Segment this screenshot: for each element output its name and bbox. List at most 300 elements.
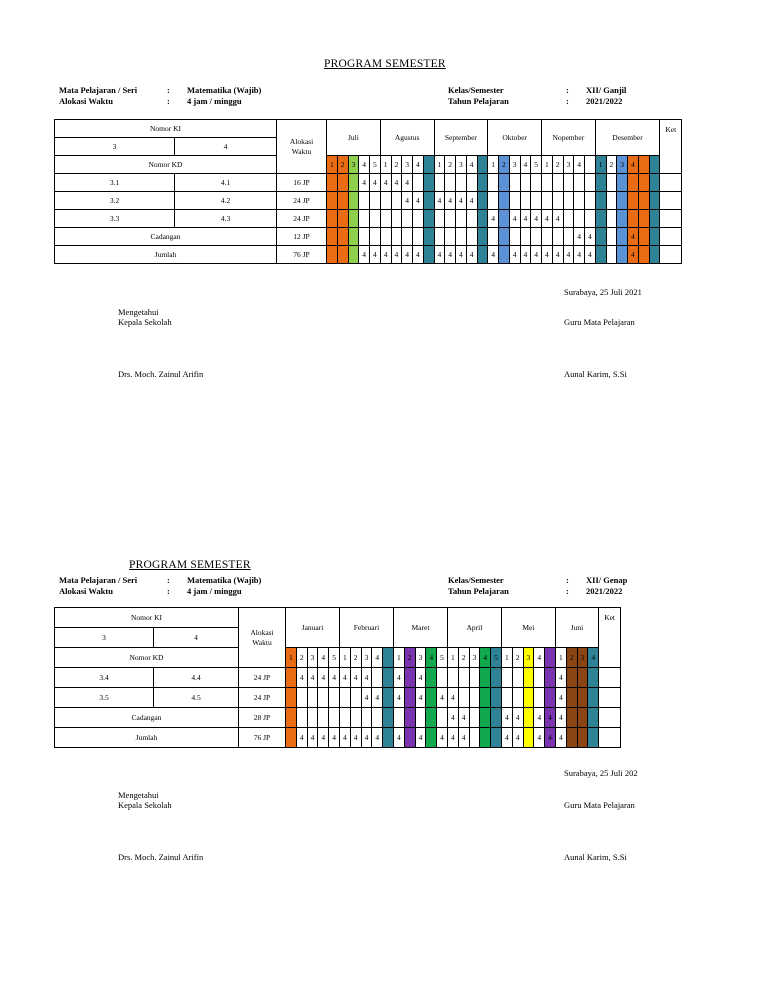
- kd-3: 3.2: [55, 192, 175, 210]
- row-label: Jumlah: [55, 728, 239, 748]
- week-number: 2: [350, 648, 361, 668]
- week-cell: [491, 708, 502, 728]
- week-cell: [545, 688, 556, 708]
- month-header: Agustus: [380, 120, 434, 156]
- week-cell: [595, 246, 606, 264]
- week-cell: [348, 228, 359, 246]
- week-cell: [413, 174, 424, 192]
- week-number: 3: [617, 156, 628, 174]
- week-number: 3: [523, 648, 534, 668]
- week-cell: [488, 192, 499, 210]
- week-number: 4: [534, 648, 545, 668]
- table-row: [55, 668, 621, 688]
- week-cell: 4: [520, 246, 531, 264]
- jp-value: 24 JP: [277, 192, 327, 210]
- week-cell: 4: [380, 246, 391, 264]
- week-cell: 4: [393, 728, 404, 748]
- week-cell: [585, 174, 596, 192]
- week-cell: 4: [296, 668, 307, 688]
- week-number: 2: [404, 648, 415, 668]
- week-cell: [380, 210, 391, 228]
- week-cell: 4: [361, 668, 372, 688]
- ki-4: 4: [175, 138, 277, 156]
- week-cell: [588, 708, 599, 728]
- week-cell: [566, 728, 577, 748]
- ket-cell: [599, 688, 621, 708]
- week-cell: [348, 246, 359, 264]
- ket-cell: [660, 228, 682, 246]
- week-cell: [577, 728, 588, 748]
- week-cell: [649, 246, 660, 264]
- week-cell: [542, 228, 553, 246]
- week-cell: [434, 228, 445, 246]
- week-cell: [447, 668, 458, 688]
- week-number: 1: [434, 156, 445, 174]
- week-cell: [523, 728, 534, 748]
- week-cell: 4: [318, 668, 329, 688]
- alokasi-header-line1: Alokasi: [289, 136, 314, 146]
- signature-left-name: Drs. Moch. Zainul Arifin: [118, 852, 204, 862]
- week-cell: 4: [466, 246, 477, 264]
- week-number: 1: [286, 648, 297, 668]
- jp-value: 24 JP: [239, 688, 286, 708]
- week-cell: [434, 174, 445, 192]
- week-number: 4: [426, 648, 437, 668]
- week-cell: [426, 688, 437, 708]
- week-cell: 4: [350, 668, 361, 688]
- week-cell: [286, 728, 297, 748]
- week-number: 2: [445, 156, 456, 174]
- week-cell: [286, 688, 297, 708]
- week-number: 4: [318, 648, 329, 668]
- week-cell: [423, 228, 434, 246]
- ket-cell: [660, 192, 682, 210]
- week-cell: [458, 668, 469, 688]
- week-cell: 4: [434, 192, 445, 210]
- kd-3: 3.3: [55, 210, 175, 228]
- kelas-value: XII/ Genap: [586, 575, 628, 585]
- week-cell: 4: [534, 728, 545, 748]
- week-number: 3: [456, 156, 467, 174]
- week-cell: [348, 174, 359, 192]
- week-cell: [566, 668, 577, 688]
- colon: :: [566, 586, 569, 596]
- week-cell: [531, 192, 542, 210]
- tahun-value: 2021/2022: [586, 96, 623, 106]
- week-cell: [499, 246, 510, 264]
- kelas-label: Kelas/Semester: [448, 85, 504, 95]
- week-cell: 4: [552, 246, 563, 264]
- week-cell: [595, 174, 606, 192]
- semester-genap-section: [0, 500, 768, 1002]
- week-number: 3: [361, 648, 372, 668]
- month-header: Januari: [286, 608, 340, 648]
- week-cell: 4: [413, 246, 424, 264]
- week-cell: [286, 708, 297, 728]
- week-cell: [380, 228, 391, 246]
- week-number: 3: [509, 156, 520, 174]
- week-cell: 4: [415, 728, 426, 748]
- week-number: 4: [413, 156, 424, 174]
- week-number: 3: [577, 648, 588, 668]
- kd-4: 4.2: [175, 192, 277, 210]
- week-cell: 4: [512, 728, 523, 748]
- table-row: [55, 174, 682, 192]
- row-label: Cadangan: [55, 708, 239, 728]
- week-cell: 4: [437, 728, 448, 748]
- ki-header: Nomor KI: [55, 608, 239, 628]
- week-cell: [327, 210, 338, 228]
- week-cell: [318, 708, 329, 728]
- week-number: 2: [391, 156, 402, 174]
- week-cell: [638, 192, 649, 210]
- week-cell: [466, 174, 477, 192]
- week-number: 2: [337, 156, 348, 174]
- week-cell: [617, 246, 628, 264]
- ket-header: Ket: [599, 608, 621, 668]
- colon: :: [566, 575, 569, 585]
- week-cell: 4: [585, 246, 596, 264]
- week-cell: [617, 192, 628, 210]
- week-cell: [501, 668, 512, 688]
- week-cell: [477, 246, 488, 264]
- week-cell: 4: [456, 192, 467, 210]
- week-number: 3: [348, 156, 359, 174]
- week-number: 1: [595, 156, 606, 174]
- week-cell: [628, 192, 639, 210]
- signature-left-title-1: Mengetahui: [118, 790, 159, 800]
- month-header: Nopember: [542, 120, 596, 156]
- week-cell: [520, 192, 531, 210]
- week-cell: 4: [501, 728, 512, 748]
- week-number: 4: [628, 156, 639, 174]
- week-cell: 4: [628, 246, 639, 264]
- signature-left-name: Drs. Moch. Zainul Arifin: [118, 369, 204, 379]
- signature-left-title-1: Mengetahui: [118, 307, 159, 317]
- week-cell: 4: [563, 246, 574, 264]
- week-cell: [413, 228, 424, 246]
- week-cell: 4: [445, 246, 456, 264]
- week-cell: [445, 174, 456, 192]
- tahun-value: 2021/2022: [586, 586, 623, 596]
- week-cell: 4: [509, 246, 520, 264]
- jp-value: 12 JP: [277, 228, 327, 246]
- week-cell: [542, 174, 553, 192]
- week-cell: [512, 668, 523, 688]
- week-cell: [339, 688, 350, 708]
- page-title: PROGRAM SEMESTER: [129, 559, 251, 571]
- mapel-value: Matematika (Wajib): [187, 575, 262, 585]
- week-cell: [456, 228, 467, 246]
- week-number: 1: [393, 648, 404, 668]
- week-cell: [488, 228, 499, 246]
- week-cell: [574, 174, 585, 192]
- colon: :: [566, 96, 569, 106]
- week-cell: [542, 192, 553, 210]
- week-cell: [327, 228, 338, 246]
- week-cell: [327, 174, 338, 192]
- week-cell: [318, 688, 329, 708]
- kelas-value: XII/ Ganjil: [586, 85, 627, 95]
- week-cell: [404, 708, 415, 728]
- week-number: 4: [372, 648, 383, 668]
- week-cell: 4: [402, 174, 413, 192]
- colon: :: [167, 586, 170, 596]
- week-number: 1: [447, 648, 458, 668]
- week-header-row: [55, 648, 621, 668]
- week-cell: 4: [531, 246, 542, 264]
- week-cell: 4: [296, 728, 307, 748]
- kd-4: 4.4: [154, 668, 239, 688]
- week-cell: 4: [458, 708, 469, 728]
- week-cell: [437, 668, 448, 688]
- header-row: [55, 608, 621, 628]
- week-cell: [552, 174, 563, 192]
- colon: :: [167, 85, 170, 95]
- week-cell: [370, 192, 381, 210]
- week-cell: [499, 174, 510, 192]
- week-cell: [649, 228, 660, 246]
- week-cell: [469, 668, 480, 688]
- week-cell: [477, 174, 488, 192]
- alokasi-value: 4 jam / minggu: [187, 96, 242, 106]
- week-cell: [509, 192, 520, 210]
- month-header: April: [447, 608, 501, 648]
- week-cell: [359, 210, 370, 228]
- week-cell: [534, 668, 545, 688]
- week-cell: [327, 192, 338, 210]
- week-cell: [404, 688, 415, 708]
- week-number: 1: [555, 648, 566, 668]
- week-cell: [413, 210, 424, 228]
- row-label: Cadangan: [55, 228, 277, 246]
- week-cell: [404, 728, 415, 748]
- jp-value: 76 JP: [277, 246, 327, 264]
- week-cell: 4: [545, 708, 556, 728]
- ket-cell: [599, 708, 621, 728]
- week-number: 4: [574, 156, 585, 174]
- month-header: Juni: [555, 608, 598, 648]
- week-cell: [649, 192, 660, 210]
- week-number: 5: [329, 648, 340, 668]
- week-cell: [361, 708, 372, 728]
- week-number: 4: [588, 648, 599, 668]
- kd-header: Nomor KD: [55, 156, 277, 174]
- week-cell: [337, 246, 348, 264]
- signature-right-name: Aunal Karim, S.Si: [564, 852, 627, 862]
- alokasi-value: 4 jam / minggu: [187, 586, 242, 596]
- week-number: 4: [466, 156, 477, 174]
- week-cell: 4: [339, 668, 350, 688]
- week-cell: 4: [488, 210, 499, 228]
- week-cell: [488, 174, 499, 192]
- week-cell: 4: [501, 708, 512, 728]
- week-cell: [359, 228, 370, 246]
- week-cell: [638, 174, 649, 192]
- table-row: [55, 728, 621, 748]
- week-number: 3: [415, 648, 426, 668]
- week-cell: [588, 668, 599, 688]
- table-row: [55, 228, 682, 246]
- week-cell: 4: [393, 688, 404, 708]
- week-cell: [383, 728, 394, 748]
- alokasi-header-line1: Alokasi: [250, 627, 274, 637]
- week-cell: [585, 210, 596, 228]
- week-cell: [359, 192, 370, 210]
- week-cell: [402, 210, 413, 228]
- week-cell: [577, 668, 588, 688]
- week-cell: [501, 688, 512, 708]
- week-cell: [480, 728, 491, 748]
- week-cell: 4: [380, 174, 391, 192]
- week-cell: [477, 210, 488, 228]
- ket-cell: [660, 174, 682, 192]
- week-cell: 4: [555, 668, 566, 688]
- tahun-label: Tahun Pelajaran: [448, 586, 509, 596]
- signature-right-name: Aunal Karim, S.Si: [564, 369, 627, 379]
- week-cell: 4: [318, 728, 329, 748]
- week-cell: 4: [555, 728, 566, 748]
- kd-header: Nomor KD: [55, 648, 239, 668]
- week-cell: [595, 210, 606, 228]
- week-cell: 4: [466, 192, 477, 210]
- month-header: Juli: [327, 120, 381, 156]
- week-cell: [563, 210, 574, 228]
- week-cell: 4: [391, 246, 402, 264]
- month-header: September: [434, 120, 488, 156]
- week-cell: [585, 192, 596, 210]
- month-header: Maret: [393, 608, 447, 648]
- week-cell: [380, 192, 391, 210]
- week-number: 3: [402, 156, 413, 174]
- week-cell: [456, 174, 467, 192]
- week-cell: [595, 228, 606, 246]
- signature-left-title-2: Kepala Sekolah: [118, 800, 172, 810]
- week-number: 2: [512, 648, 523, 668]
- kd-3: 3.1: [55, 174, 175, 192]
- week-cell: 4: [415, 688, 426, 708]
- week-cell: 4: [534, 708, 545, 728]
- week-number: 4: [480, 648, 491, 668]
- week-number: 1: [339, 648, 350, 668]
- week-cell: 4: [555, 688, 566, 708]
- week-cell: [499, 192, 510, 210]
- week-cell: [617, 228, 628, 246]
- week-number: [477, 156, 488, 174]
- week-cell: [329, 688, 340, 708]
- week-number: [423, 156, 434, 174]
- week-cell: [423, 174, 434, 192]
- week-cell: 4: [509, 210, 520, 228]
- ket-cell: [660, 246, 682, 264]
- week-cell: 4: [415, 668, 426, 688]
- week-cell: 4: [531, 210, 542, 228]
- week-cell: 4: [402, 246, 413, 264]
- ki-4: 4: [154, 628, 239, 648]
- signature-right-title: Guru Mata Pelajaran: [564, 317, 635, 327]
- week-cell: 4: [520, 210, 531, 228]
- week-cell: [370, 210, 381, 228]
- week-cell: [445, 228, 456, 246]
- week-cell: [327, 246, 338, 264]
- week-cell: 4: [555, 708, 566, 728]
- jp-value: 24 JP: [277, 210, 327, 228]
- week-number: 5: [491, 648, 502, 668]
- alokasi-header-line2: Waktu: [291, 146, 312, 156]
- table-row: [55, 246, 682, 264]
- week-cell: [531, 228, 542, 246]
- jp-value: 16 JP: [277, 174, 327, 192]
- week-cell: 4: [307, 668, 318, 688]
- mapel-label: Mata Pelajaran / Seri: [59, 575, 138, 585]
- week-cell: 4: [393, 668, 404, 688]
- week-cell: [588, 728, 599, 748]
- week-cell: [534, 688, 545, 708]
- colon: :: [566, 85, 569, 95]
- week-cell: 4: [359, 246, 370, 264]
- week-cell: 4: [447, 728, 458, 748]
- week-cell: [531, 174, 542, 192]
- table-row: [55, 688, 621, 708]
- week-cell: [372, 668, 383, 688]
- week-cell: 4: [413, 192, 424, 210]
- week-cell: 4: [434, 246, 445, 264]
- week-cell: 4: [585, 228, 596, 246]
- week-number: 4: [520, 156, 531, 174]
- week-cell: [307, 708, 318, 728]
- week-cell: [617, 174, 628, 192]
- week-cell: [348, 192, 359, 210]
- week-cell: [423, 246, 434, 264]
- week-cell: [383, 688, 394, 708]
- week-cell: [491, 688, 502, 708]
- week-cell: [649, 210, 660, 228]
- week-cell: [404, 668, 415, 688]
- week-cell: 4: [488, 246, 499, 264]
- jp-value: 24 JP: [239, 668, 286, 688]
- week-cell: [606, 174, 617, 192]
- kd-3: 3.4: [55, 668, 154, 688]
- week-cell: 4: [307, 728, 318, 748]
- week-cell: [606, 228, 617, 246]
- week-number: 1: [501, 648, 512, 668]
- week-cell: [402, 228, 413, 246]
- week-cell: [480, 668, 491, 688]
- week-cell: 4: [574, 228, 585, 246]
- ket-cell: [599, 728, 621, 748]
- week-cell: 4: [370, 246, 381, 264]
- alokasi-header-line2: Waktu: [252, 637, 272, 647]
- week-cell: [350, 708, 361, 728]
- week-cell: [638, 210, 649, 228]
- table-row: [55, 192, 682, 210]
- signature-left-title-2: Kepala Sekolah: [118, 317, 172, 327]
- week-cell: [393, 708, 404, 728]
- week-cell: [296, 688, 307, 708]
- week-cell: [480, 708, 491, 728]
- alokasi-label: Alokasi Waktu: [59, 96, 113, 106]
- week-cell: [445, 210, 456, 228]
- week-cell: [574, 210, 585, 228]
- week-cell: [563, 174, 574, 192]
- week-cell: [574, 192, 585, 210]
- week-cell: 4: [372, 688, 383, 708]
- week-cell: [509, 174, 520, 192]
- kd-4: 4.5: [154, 688, 239, 708]
- week-cell: [563, 228, 574, 246]
- week-number: 2: [552, 156, 563, 174]
- week-cell: 4: [359, 174, 370, 192]
